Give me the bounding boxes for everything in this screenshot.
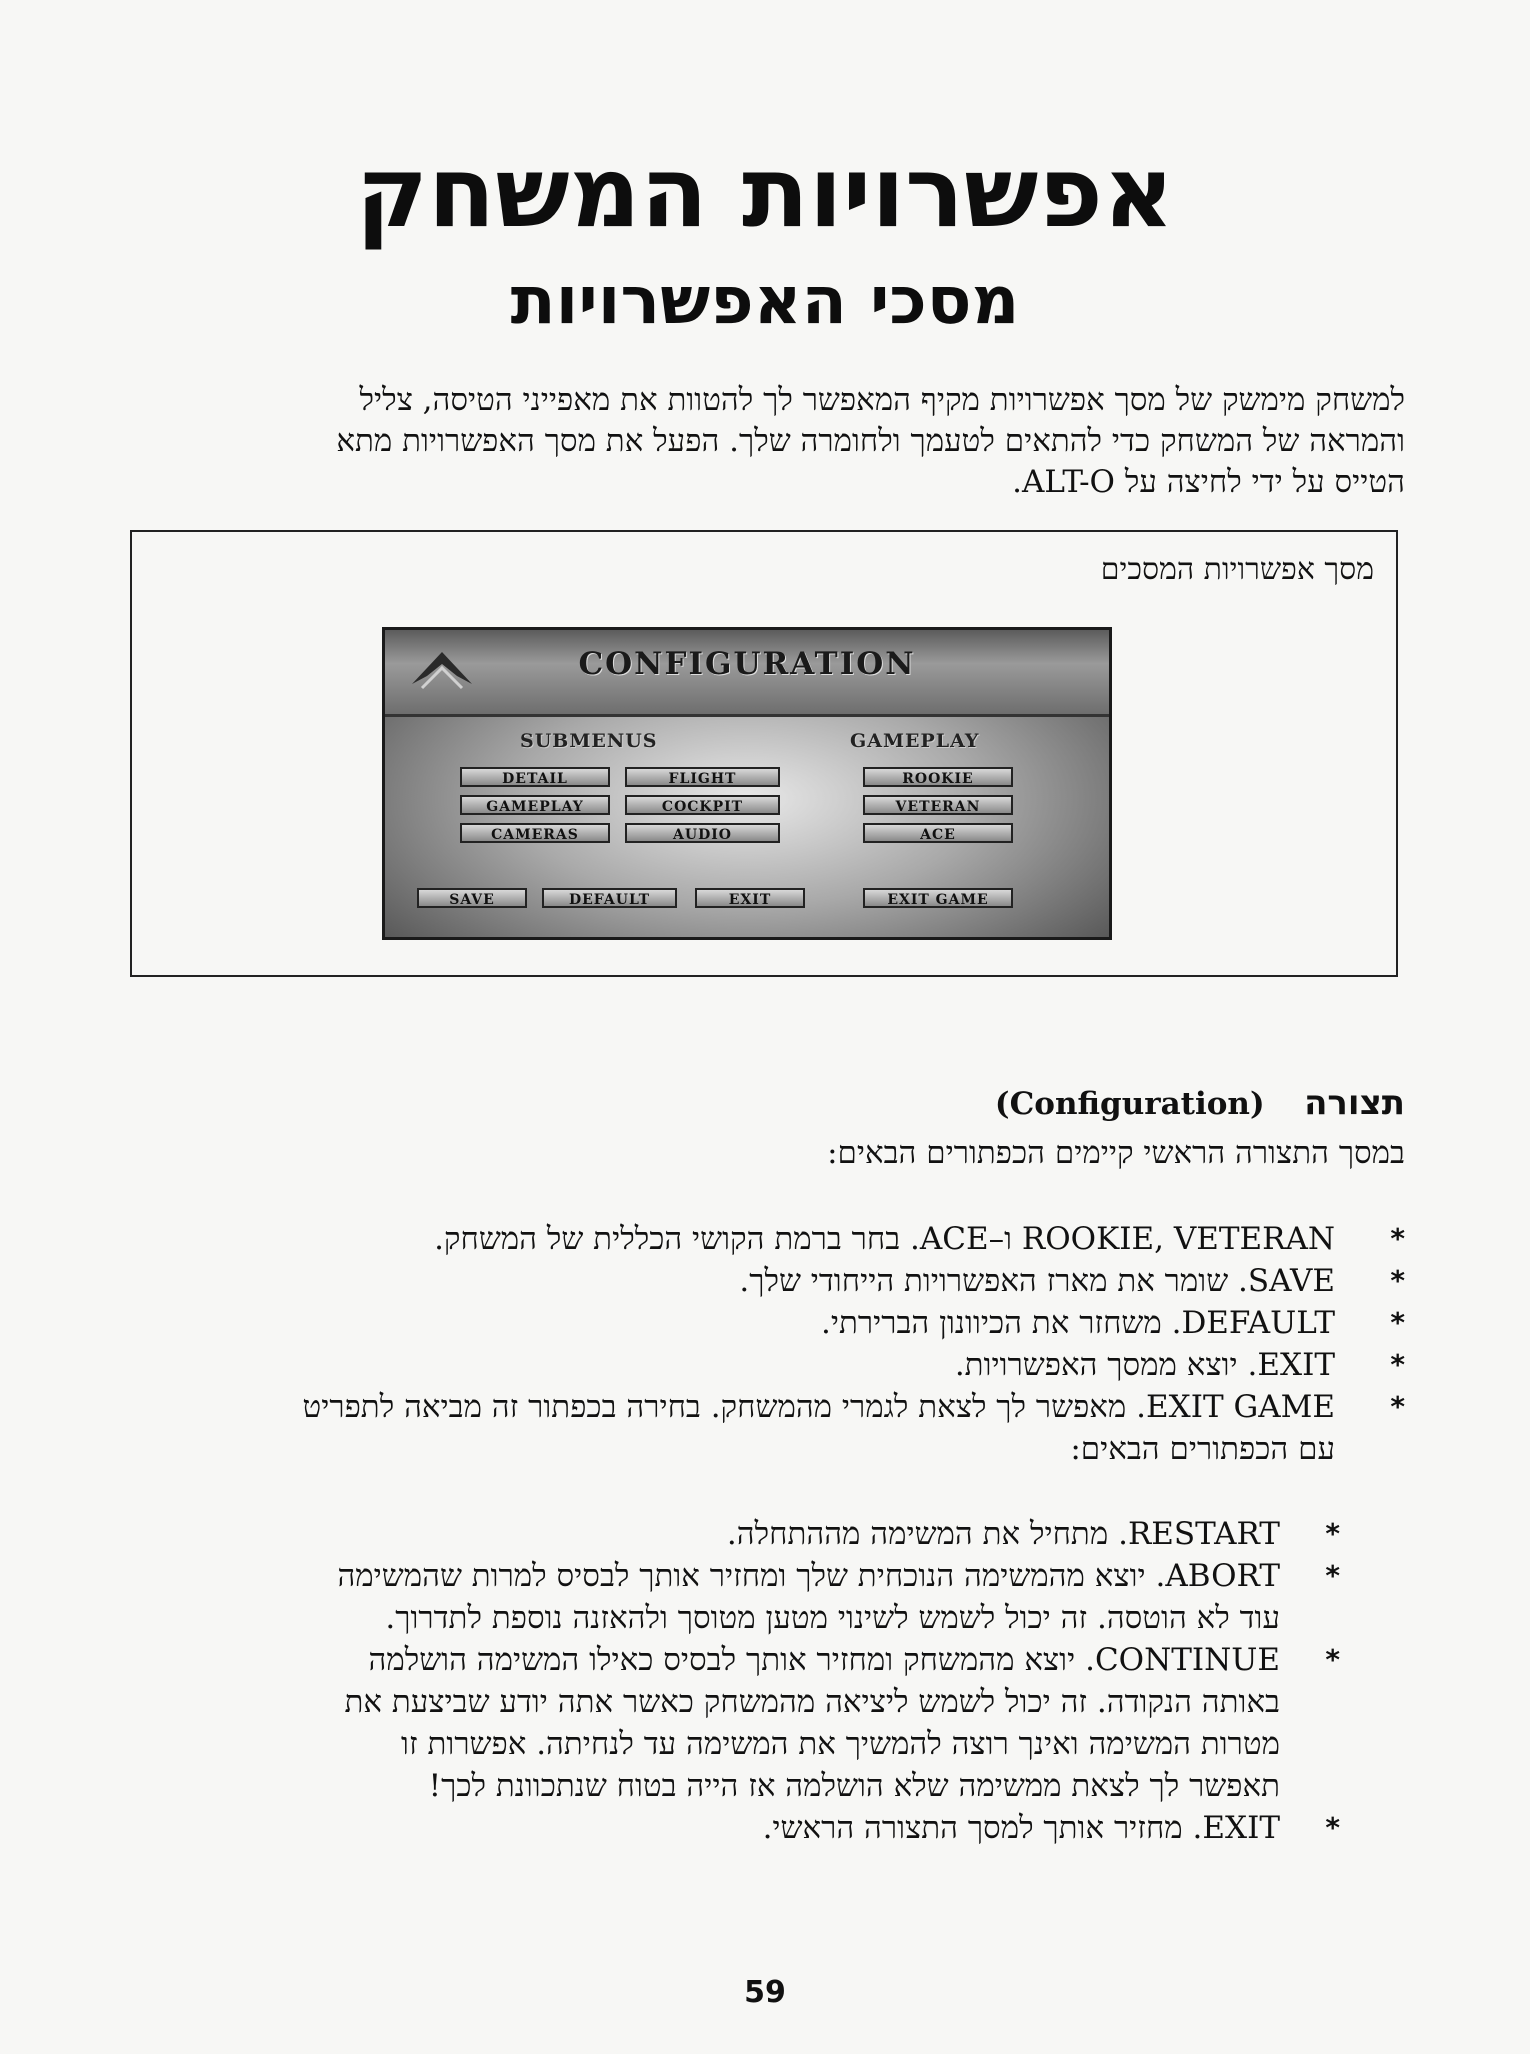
list-item (125, 1260, 1405, 1302)
gameplay-button[interactable]: GAMEPLAY (460, 795, 610, 815)
default-button[interactable]: DEFAULT (542, 888, 677, 908)
screenshot-header (385, 630, 1109, 717)
bullet-marker: * (1390, 1306, 1405, 1339)
bullet-marker: * (1325, 1517, 1340, 1550)
bullet-marker: * (1325, 1559, 1340, 1592)
cameras-button[interactable]: CAMERAS (460, 823, 610, 843)
list-item-text: ABORT. יוצא מהמשימה הנוכחית שלך ומחזיר אותך לבסיס למרות שהמשימה (337, 1558, 1280, 1594)
section-heading-hebrew: תצורה (1304, 1083, 1405, 1123)
section-heading (995, 1083, 1405, 1123)
exit-button[interactable]: EXIT (695, 888, 805, 908)
bullet-marker: * (1390, 1348, 1405, 1381)
screenshot-title: CONFIGURATION (578, 646, 916, 682)
bullet-marker: * (1390, 1222, 1405, 1255)
list-item-text: מטרות המשימה ואינך רוצה להמשיך את המשימה עד לנחיתה. אפשרות זו (401, 1726, 1280, 1762)
list-item-text: RESTART. מתחיל את המשימה מההתחלה. (726, 1516, 1280, 1552)
page-subtitle: מסכי האפשרויות (510, 262, 1020, 339)
bullet-marker: * (1390, 1264, 1405, 1297)
list-item (125, 1302, 1405, 1344)
list-item-text: EXIT GAME. מאפשר לך לצאת לגמרי מהמשחק. בחירה בכפתור זה מביאה לתפריט (302, 1389, 1335, 1425)
section-heading-english: (Configuration) (994, 1086, 1265, 1122)
bullet-marker: * (1325, 1643, 1340, 1676)
cockpit-button[interactable]: COCKPIT (625, 795, 780, 815)
intro-line: למשחק מימשק של מסך אפשרויות מקיף המאפשר לך להטוות את מאפייני הטיסה, צליל (359, 382, 1405, 418)
figure-caption: מסך אפשרויות המסכים (1100, 552, 1374, 587)
audio-button[interactable]: AUDIO (625, 823, 780, 843)
list-item (140, 1639, 1340, 1807)
ace-button[interactable]: ACE (863, 823, 1013, 843)
configuration-screenshot (382, 627, 1112, 940)
save-button[interactable]: SAVE (417, 888, 527, 908)
veteran-button[interactable]: VETERAN (863, 795, 1013, 815)
list-item (125, 1218, 1405, 1260)
list-item-text: ROOKIE, VETERAN ו–ACE. בחר ברמת הקושי הכללית של המשחק. (434, 1221, 1335, 1257)
page-number: 59 (744, 1975, 786, 2010)
rookie-button[interactable]: ROOKIE (863, 767, 1013, 787)
exit-game-button[interactable]: EXIT GAME (863, 888, 1013, 908)
list-item-text: SAVE. שומר את מארז האפשרויות הייחודי שלך. (739, 1263, 1335, 1299)
intro-line: והמראה של המשחק כדי להתאים לטעמך ולחומרה שלך. הפעל את מסך האפשרויות מתא (336, 423, 1405, 459)
intro-line: הטייס על ידי לחיצה על ALT-O. (1012, 464, 1405, 500)
list-item (125, 1344, 1405, 1386)
list-item-text: EXIT. יוצא ממסך האפשרויות. (954, 1347, 1335, 1383)
list-item (140, 1513, 1340, 1555)
list-item-text: DEFAULT. משחזר את הכיוונון הברירתי. (821, 1305, 1335, 1341)
list-item (140, 1807, 1340, 1849)
list-item-text: באותה הנקודה. זה יכול לשמש ליציאה מהמשחק כאשר אתה יודע שביצעת את (344, 1684, 1280, 1720)
list-item-text: עוד לא הוטסה. זה יכול לשמש לשינוי מטען מטוסך ולהאזנה נוספת לתדרוך. (385, 1600, 1280, 1636)
list-item (140, 1555, 1340, 1639)
intro-paragraph (140, 380, 1405, 503)
submenus-label: SUBMENUS (520, 730, 658, 752)
page-title: אפשרויות המשחק (355, 136, 1175, 250)
figure-frame (130, 530, 1398, 977)
list-item-text: עם הכפתורים הבאים: (1070, 1431, 1335, 1467)
list-item-text: CONTINUE. יוצא מהמשחק ומחזיר אותך לבסיס כאילו המשימה הושלמה (368, 1642, 1280, 1678)
bullet-marker: * (1325, 1811, 1340, 1844)
section-intro: במסך התצורה הראשי קיימים הכפתורים הבאים: (827, 1135, 1405, 1171)
list-item-text: תאפשר לך לצאת ממשימה שלא הושלמה אז הייה בטוח שנתכוונת לכך! (428, 1768, 1280, 1804)
list-item-text: EXIT. מחזיר אותך למסך התצורה הראשי. (762, 1810, 1280, 1846)
bullet-marker: * (1390, 1390, 1405, 1423)
gameplay-label: GAMEPLAY (850, 730, 980, 752)
flight-button[interactable]: FLIGHT (625, 767, 780, 787)
detail-button[interactable]: DETAIL (460, 767, 610, 787)
list-item (125, 1386, 1405, 1470)
